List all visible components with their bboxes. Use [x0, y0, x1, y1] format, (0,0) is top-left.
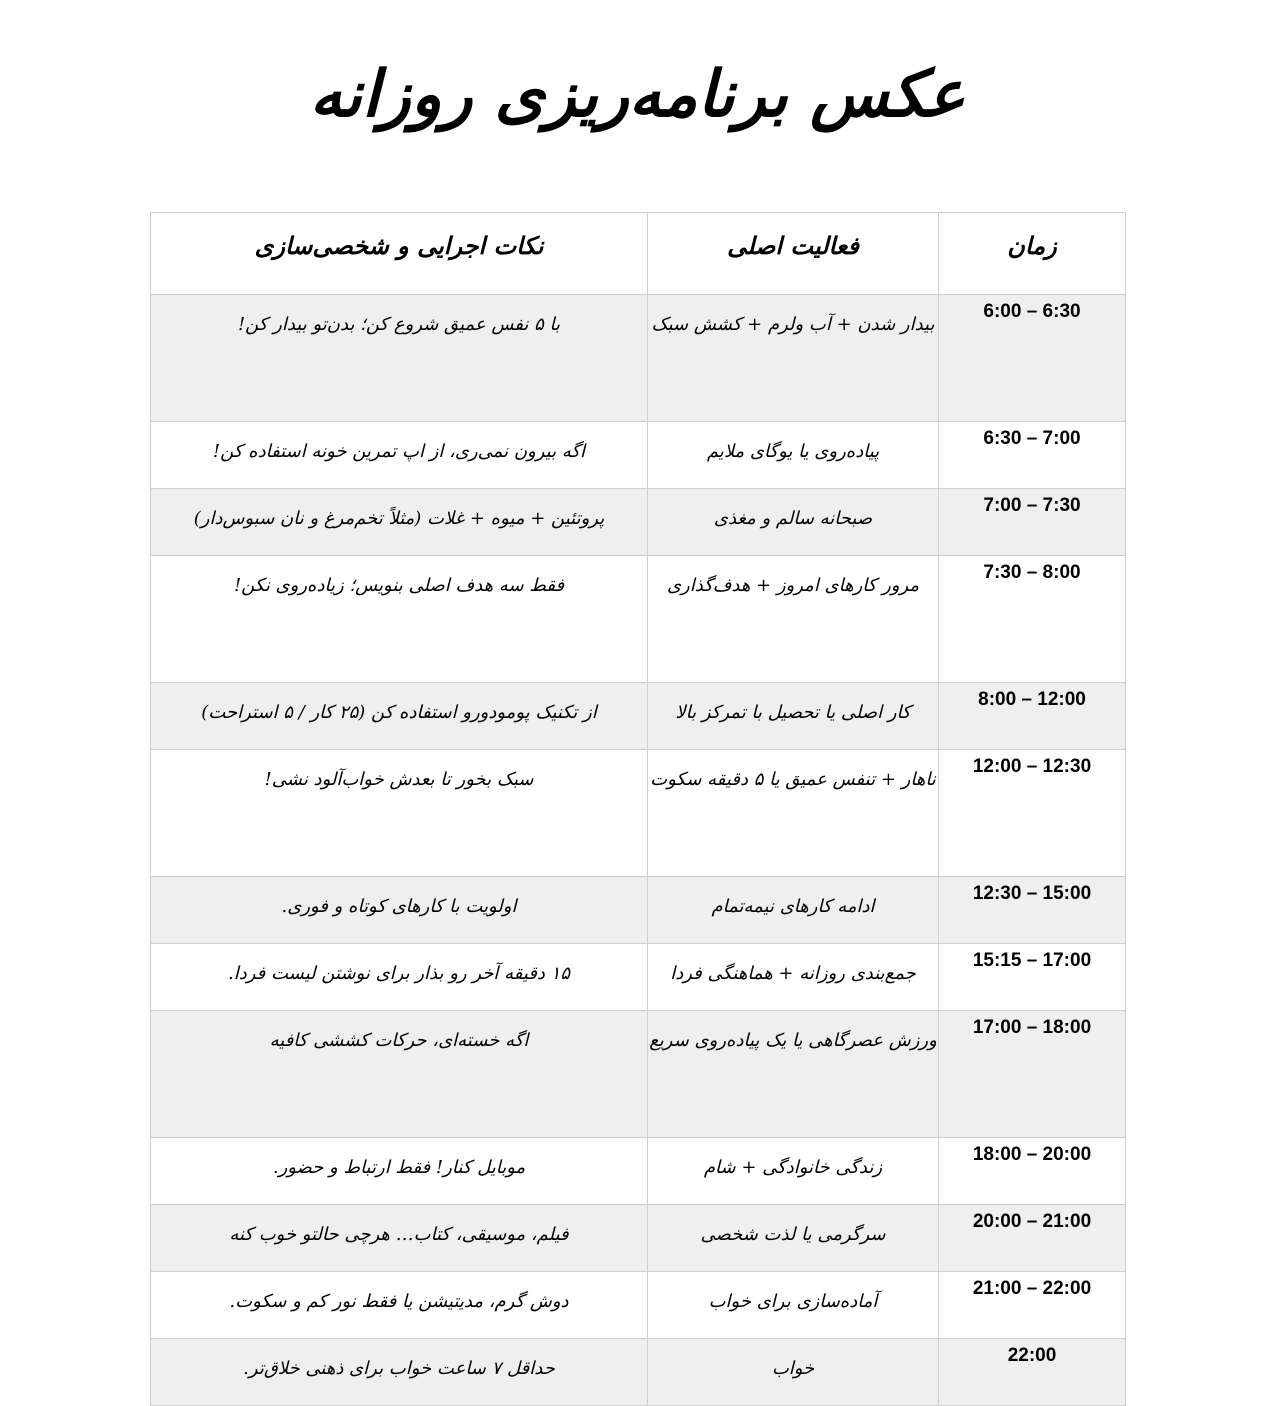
notes-cell: پروتئین + میوه + غلات (مثلاً تخم‌مرغ و نان سبوس‌دار): [151, 489, 648, 556]
activity-cell: ادامه کارهای نیمه‌تمام: [648, 877, 939, 944]
activity-cell: زندگی خانوادگی + شام: [648, 1138, 939, 1205]
time-cell: 6:00 – 6:30: [939, 295, 1126, 422]
header-notes-label: نکات اجرایی و شخصی‌سازی: [254, 231, 544, 260]
activity-cell: صبحانه سالم و مغذی: [648, 489, 939, 556]
page-title: عکس برنامه‌ریزی روزانه: [309, 57, 966, 132]
time-cell: 15:15 – 17:00: [939, 944, 1126, 1011]
table-row: [151, 556, 1126, 683]
activity-cell: ناهار + تنفس عمیق یا ۵ دقیقه سکوت: [648, 750, 939, 877]
header-time: [939, 213, 1126, 295]
time-cell: 6:30 – 7:00: [939, 422, 1126, 489]
activity-cell: بیدار شدن + آب ولرم + کشش سبک: [648, 295, 939, 422]
notes-cell: اولویت با کارهای کوتاه و فوری.: [151, 877, 648, 944]
table-row: [151, 1138, 1126, 1205]
time-cell: 12:30 – 15:00: [939, 877, 1126, 944]
activity-cell: ورزش عصرگاهی یا یک پیاده‌روی سریع: [648, 1011, 939, 1138]
activity-cell: مرور کارهای امروز + هدف‌گذاری: [648, 556, 939, 683]
notes-cell: سبک بخور تا بعدش خواب‌آلود نشی!: [151, 750, 648, 877]
table-row: [151, 944, 1126, 1011]
schedule-table: [150, 212, 1126, 1406]
notes-cell: با ۵ نفس عمیق شروع کن؛ بدن‌تو بیدار کن!: [151, 295, 648, 422]
table-row: [151, 489, 1126, 556]
table-row: [151, 1205, 1126, 1272]
header-activity: [648, 213, 939, 295]
notes-cell: از تکنیک پومودورو استفاده کن (۲۵ کار / ۵ استراحت): [151, 683, 648, 750]
activity-cell: آماده‌سازی برای خواب: [648, 1272, 939, 1339]
table-row: [151, 1272, 1126, 1339]
table-row: [151, 1011, 1126, 1138]
header-notes: [151, 213, 648, 295]
time-cell: 21:00 – 22:00: [939, 1272, 1126, 1339]
time-cell: 20:00 – 21:00: [939, 1205, 1126, 1272]
notes-cell: حداقل ۷ ساعت خواب برای ذهنی خلاق‌تر.: [151, 1339, 648, 1406]
time-cell: 7:30 – 8:00: [939, 556, 1126, 683]
notes-cell: اگه خسته‌ای، حرکات کششی کافیه: [151, 1011, 648, 1138]
activity-cell: کار اصلی یا تحصیل با تمرکز بالا: [648, 683, 939, 750]
time-cell: 22:00: [939, 1339, 1126, 1406]
time-cell: 18:00 – 20:00: [939, 1138, 1126, 1205]
table-row: [151, 1339, 1126, 1406]
header-activity-label: فعالیت اصلی: [727, 231, 859, 260]
time-cell: 17:00 – 18:00: [939, 1011, 1126, 1138]
time-cell: 12:00 – 12:30: [939, 750, 1126, 877]
notes-cell: اگه بیرون نمی‌ری، از اپ تمرین خونه استفاده کن!: [151, 422, 648, 489]
activity-cell: خواب: [648, 1339, 939, 1406]
table-row: [151, 750, 1126, 877]
table-header-row: [151, 213, 1126, 295]
table-row: [151, 295, 1126, 422]
time-cell: 7:00 – 7:30: [939, 489, 1126, 556]
table-row: [151, 877, 1126, 944]
table-row: [151, 683, 1126, 750]
activity-cell: پیاده‌روی یا یوگای ملایم: [648, 422, 939, 489]
table-row: [151, 422, 1126, 489]
notes-cell: فیلم، موسیقی، کتاب… هرچی حالتو خوب کنه: [151, 1205, 648, 1272]
notes-cell: فقط سه هدف اصلی بنویس؛ زیاده‌روی نکن!: [151, 556, 648, 683]
notes-cell: دوش گرم، مدیتیشن یا فقط نور کم و سکوت.: [151, 1272, 648, 1339]
activity-cell: جمع‌بندی روزانه + هماهنگی فردا: [648, 944, 939, 1011]
notes-cell: موبایل کنار! فقط ارتباط و حضور.: [151, 1138, 648, 1205]
time-cell: 8:00 – 12:00: [939, 683, 1126, 750]
header-time-label: زمان: [1007, 231, 1057, 260]
notes-cell: ۱۵ دقیقه آخر رو بذار برای نوشتن لیست فردا.: [151, 944, 648, 1011]
activity-cell: سرگرمی یا لذت شخصی: [648, 1205, 939, 1272]
